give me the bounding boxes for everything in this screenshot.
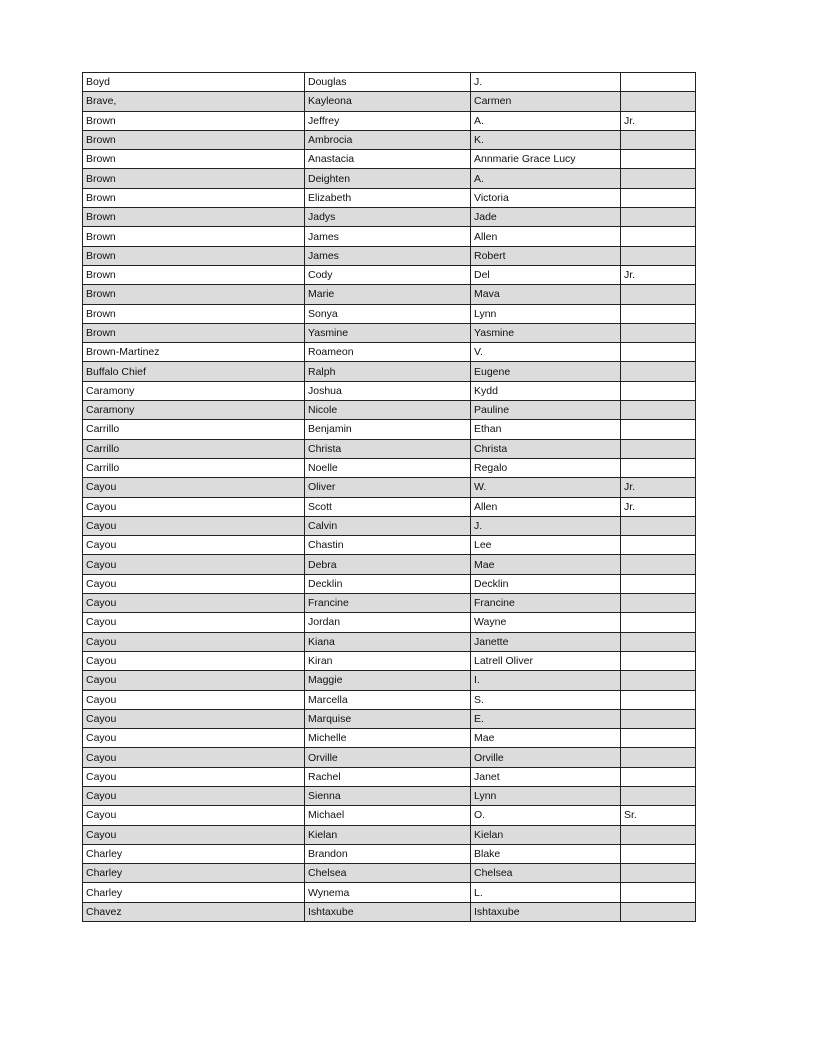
middle-name-cell: S. <box>471 690 621 709</box>
first-name-cell: Chelsea <box>305 864 471 883</box>
first-name-cell: Roameon <box>305 343 471 362</box>
first-name-cell: Noelle <box>305 458 471 477</box>
middle-name-cell: Robert <box>471 246 621 265</box>
suffix-cell <box>621 188 696 207</box>
table-row <box>83 150 696 169</box>
last-name-cell: Cayou <box>83 497 305 516</box>
middle-name-cell: Kielan <box>471 825 621 844</box>
middle-name-cell: Mava <box>471 285 621 304</box>
middle-name-cell: Allen <box>471 497 621 516</box>
first-name-cell: Calvin <box>305 516 471 535</box>
middle-name-cell: Mae <box>471 729 621 748</box>
last-name-cell: Cayou <box>83 825 305 844</box>
suffix-cell <box>621 150 696 169</box>
first-name-cell: Michael <box>305 806 471 825</box>
table-row <box>83 362 696 381</box>
first-name-cell: Kayleona <box>305 92 471 111</box>
middle-name-cell: Kydd <box>471 381 621 400</box>
last-name-cell: Cayou <box>83 806 305 825</box>
first-name-cell: Ambrocia <box>305 130 471 149</box>
middle-name-cell: Decklin <box>471 574 621 593</box>
last-name-cell: Brown <box>83 285 305 304</box>
table-row <box>83 729 696 748</box>
first-name-cell: Nicole <box>305 401 471 420</box>
last-name-cell: Brown <box>83 246 305 265</box>
last-name-cell: Carrillo <box>83 420 305 439</box>
last-name-cell: Brown <box>83 111 305 130</box>
middle-name-cell: Ishtaxube <box>471 902 621 921</box>
middle-name-cell: K. <box>471 130 621 149</box>
table-row <box>83 709 696 728</box>
table-row <box>83 458 696 477</box>
suffix-cell <box>621 729 696 748</box>
suffix-cell <box>621 786 696 805</box>
table-row <box>83 304 696 323</box>
middle-name-cell: Del <box>471 265 621 284</box>
last-name-cell: Cayou <box>83 748 305 767</box>
table-row <box>83 169 696 188</box>
first-name-cell: Chastin <box>305 536 471 555</box>
first-name-cell: Sienna <box>305 786 471 805</box>
suffix-cell <box>621 420 696 439</box>
first-name-cell: Wynema <box>305 883 471 902</box>
last-name-cell: Cayou <box>83 594 305 613</box>
table-row <box>83 111 696 130</box>
first-name-cell: Maggie <box>305 671 471 690</box>
middle-name-cell: A. <box>471 169 621 188</box>
last-name-cell: Carrillo <box>83 439 305 458</box>
suffix-cell <box>621 343 696 362</box>
suffix-cell <box>621 748 696 767</box>
middle-name-cell: Blake <box>471 844 621 863</box>
first-name-cell: Elizabeth <box>305 188 471 207</box>
last-name-cell: Caramony <box>83 401 305 420</box>
first-name-cell: Oliver <box>305 478 471 497</box>
first-name-cell: Anastacia <box>305 150 471 169</box>
first-name-cell: Kielan <box>305 825 471 844</box>
table-row <box>83 188 696 207</box>
first-name-cell: Ralph <box>305 362 471 381</box>
middle-name-cell: A. <box>471 111 621 130</box>
table-row <box>83 690 696 709</box>
first-name-cell: Christa <box>305 439 471 458</box>
last-name-cell: Brown <box>83 323 305 342</box>
middle-name-cell: Orville <box>471 748 621 767</box>
table-row <box>83 902 696 921</box>
table-row <box>83 401 696 420</box>
middle-name-cell: J. <box>471 516 621 535</box>
middle-name-cell: Lee <box>471 536 621 555</box>
suffix-cell <box>621 285 696 304</box>
first-name-cell: Kiana <box>305 632 471 651</box>
last-name-cell: Brave, <box>83 92 305 111</box>
suffix-cell <box>621 130 696 149</box>
last-name-cell: Brown-Martinez <box>83 343 305 362</box>
last-name-cell: Brown <box>83 227 305 246</box>
table-row <box>83 825 696 844</box>
last-name-cell: Cayou <box>83 651 305 670</box>
middle-name-cell: Francine <box>471 594 621 613</box>
table-row <box>83 208 696 227</box>
suffix-cell <box>621 709 696 728</box>
last-name-cell: Charley <box>83 844 305 863</box>
table-row <box>83 227 696 246</box>
last-name-cell: Cayou <box>83 478 305 497</box>
middle-name-cell: E. <box>471 709 621 728</box>
table-row <box>83 497 696 516</box>
table-row <box>83 536 696 555</box>
last-name-cell: Brown <box>83 169 305 188</box>
middle-name-cell: W. <box>471 478 621 497</box>
suffix-cell <box>621 864 696 883</box>
middle-name-cell: Allen <box>471 227 621 246</box>
last-name-cell: Cayou <box>83 555 305 574</box>
first-name-cell: Debra <box>305 555 471 574</box>
table-row <box>83 594 696 613</box>
suffix-cell <box>621 883 696 902</box>
last-name-cell: Cayou <box>83 671 305 690</box>
middle-name-cell: Chelsea <box>471 864 621 883</box>
table-row <box>83 767 696 786</box>
table-row <box>83 651 696 670</box>
suffix-cell <box>621 825 696 844</box>
first-name-cell: Cody <box>305 265 471 284</box>
first-name-cell: Douglas <box>305 73 471 92</box>
first-name-cell: Jordan <box>305 613 471 632</box>
table-row <box>83 73 696 92</box>
first-name-cell: Rachel <box>305 767 471 786</box>
last-name-cell: Cayou <box>83 536 305 555</box>
first-name-cell: Jadys <box>305 208 471 227</box>
last-name-cell: Brown <box>83 150 305 169</box>
last-name-cell: Cayou <box>83 786 305 805</box>
suffix-cell <box>621 594 696 613</box>
middle-name-cell: Mae <box>471 555 621 574</box>
first-name-cell: Sonya <box>305 304 471 323</box>
first-name-cell: Deighten <box>305 169 471 188</box>
table-row <box>83 613 696 632</box>
last-name-cell: Cayou <box>83 690 305 709</box>
suffix-cell: Jr. <box>621 497 696 516</box>
last-name-cell: Brown <box>83 130 305 149</box>
table-row <box>83 671 696 690</box>
suffix-cell: Jr. <box>621 478 696 497</box>
last-name-cell: Carrillo <box>83 458 305 477</box>
middle-name-cell: Jade <box>471 208 621 227</box>
table-row <box>83 92 696 111</box>
suffix-cell <box>621 902 696 921</box>
first-name-cell: Joshua <box>305 381 471 400</box>
suffix-cell <box>621 690 696 709</box>
first-name-cell: Michelle <box>305 729 471 748</box>
last-name-cell: Brown <box>83 208 305 227</box>
table-row <box>83 478 696 497</box>
first-name-cell: Benjamin <box>305 420 471 439</box>
middle-name-cell: L. <box>471 883 621 902</box>
suffix-cell <box>621 362 696 381</box>
last-name-cell: Cayou <box>83 709 305 728</box>
table-row <box>83 343 696 362</box>
table-row <box>83 516 696 535</box>
first-name-cell: Yasmine <box>305 323 471 342</box>
suffix-cell <box>621 613 696 632</box>
suffix-cell <box>621 381 696 400</box>
first-name-cell: Scott <box>305 497 471 516</box>
table-row <box>83 381 696 400</box>
middle-name-cell: Regalo <box>471 458 621 477</box>
table-row <box>83 864 696 883</box>
table-row <box>83 806 696 825</box>
suffix-cell <box>621 458 696 477</box>
suffix-cell <box>621 208 696 227</box>
table-row <box>83 844 696 863</box>
middle-name-cell: V. <box>471 343 621 362</box>
last-name-cell: Brown <box>83 265 305 284</box>
middle-name-cell: I. <box>471 671 621 690</box>
first-name-cell: Kiran <box>305 651 471 670</box>
first-name-cell: Brandon <box>305 844 471 863</box>
last-name-cell: Caramony <box>83 381 305 400</box>
middle-name-cell: Latrell Oliver <box>471 651 621 670</box>
suffix-cell: Jr. <box>621 265 696 284</box>
middle-name-cell: Carmen <box>471 92 621 111</box>
first-name-cell: Orville <box>305 748 471 767</box>
table-row <box>83 130 696 149</box>
middle-name-cell: Pauline <box>471 401 621 420</box>
suffix-cell <box>621 767 696 786</box>
last-name-cell: Charley <box>83 864 305 883</box>
first-name-cell: James <box>305 227 471 246</box>
suffix-cell <box>621 651 696 670</box>
last-name-cell: Charley <box>83 883 305 902</box>
suffix-cell <box>621 92 696 111</box>
middle-name-cell: Wayne <box>471 613 621 632</box>
suffix-cell <box>621 671 696 690</box>
middle-name-cell: Janette <box>471 632 621 651</box>
table-row <box>83 285 696 304</box>
middle-name-cell: Janet <box>471 767 621 786</box>
suffix-cell <box>621 844 696 863</box>
table-row <box>83 246 696 265</box>
first-name-cell: Decklin <box>305 574 471 593</box>
suffix-cell <box>621 401 696 420</box>
first-name-cell: Ishtaxube <box>305 902 471 921</box>
table-row <box>83 439 696 458</box>
suffix-cell <box>621 632 696 651</box>
table-row <box>83 555 696 574</box>
roster-body <box>83 73 696 922</box>
suffix-cell <box>621 439 696 458</box>
middle-name-cell: Annmarie Grace Lucy <box>471 150 621 169</box>
table-row <box>83 574 696 593</box>
table-row <box>83 632 696 651</box>
suffix-cell <box>621 323 696 342</box>
suffix-cell: Sr. <box>621 806 696 825</box>
first-name-cell: Jeffrey <box>305 111 471 130</box>
last-name-cell: Boyd <box>83 73 305 92</box>
table-row <box>83 786 696 805</box>
table-row <box>83 748 696 767</box>
last-name-cell: Cayou <box>83 632 305 651</box>
suffix-cell <box>621 169 696 188</box>
first-name-cell: James <box>305 246 471 265</box>
suffix-cell: Jr. <box>621 111 696 130</box>
middle-name-cell: Christa <box>471 439 621 458</box>
first-name-cell: Marie <box>305 285 471 304</box>
table-row <box>83 323 696 342</box>
middle-name-cell: Lynn <box>471 786 621 805</box>
last-name-cell: Cayou <box>83 574 305 593</box>
suffix-cell <box>621 246 696 265</box>
last-name-cell: Cayou <box>83 767 305 786</box>
suffix-cell <box>621 536 696 555</box>
first-name-cell: Marcella <box>305 690 471 709</box>
last-name-cell: Buffalo Chief <box>83 362 305 381</box>
last-name-cell: Brown <box>83 304 305 323</box>
suffix-cell <box>621 304 696 323</box>
table-row <box>83 420 696 439</box>
suffix-cell <box>621 574 696 593</box>
middle-name-cell: Eugene <box>471 362 621 381</box>
middle-name-cell: O. <box>471 806 621 825</box>
first-name-cell: Marquise <box>305 709 471 728</box>
last-name-cell: Brown <box>83 188 305 207</box>
last-name-cell: Chavez <box>83 902 305 921</box>
first-name-cell: Francine <box>305 594 471 613</box>
middle-name-cell: Victoria <box>471 188 621 207</box>
last-name-cell: Cayou <box>83 516 305 535</box>
middle-name-cell: Yasmine <box>471 323 621 342</box>
suffix-cell <box>621 516 696 535</box>
middle-name-cell: Ethan <box>471 420 621 439</box>
suffix-cell <box>621 73 696 92</box>
table-row <box>83 265 696 284</box>
middle-name-cell: J. <box>471 73 621 92</box>
name-roster-table <box>82 72 696 922</box>
middle-name-cell: Lynn <box>471 304 621 323</box>
table-row <box>83 883 696 902</box>
last-name-cell: Cayou <box>83 613 305 632</box>
suffix-cell <box>621 555 696 574</box>
suffix-cell <box>621 227 696 246</box>
last-name-cell: Cayou <box>83 729 305 748</box>
